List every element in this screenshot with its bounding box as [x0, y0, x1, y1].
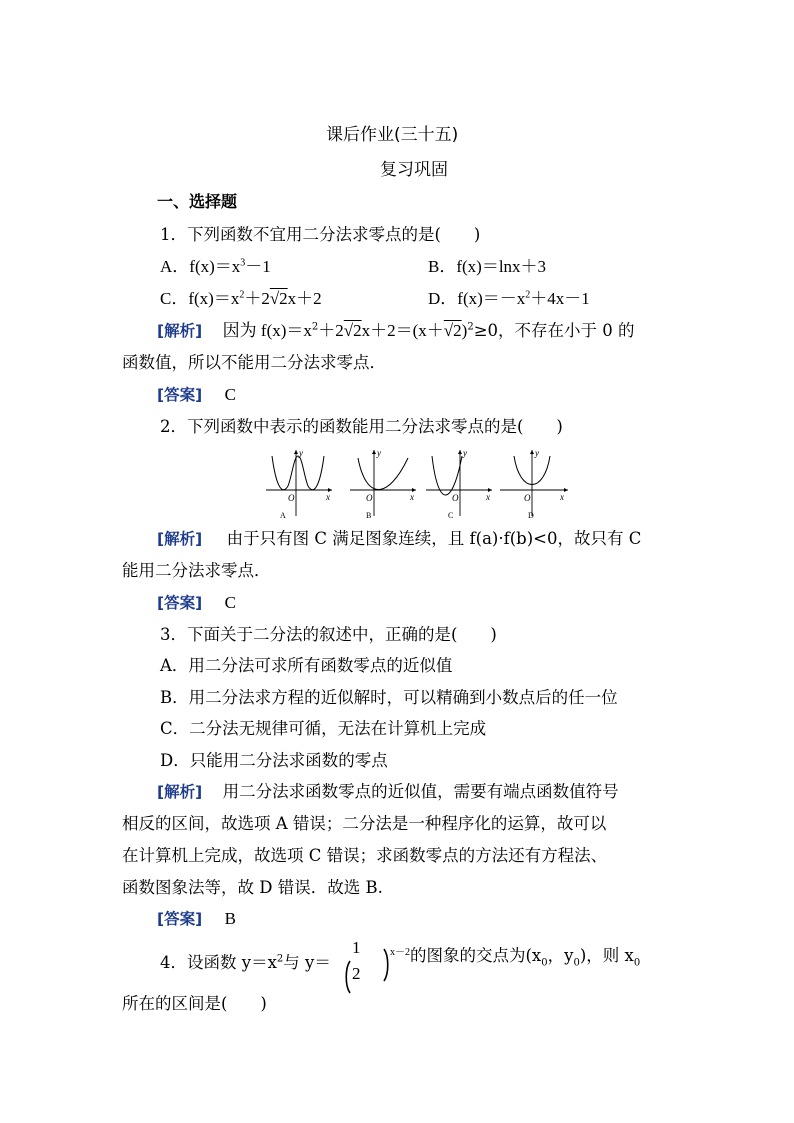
q2-analysis-line2: 能用二分法求零点． — [122, 561, 271, 580]
q4-stem: 4．设函数 $y=x^2$与 y＝ — [160, 953, 331, 972]
q1-option-a: A．$f(x)=x^3-1$ — [160, 257, 271, 276]
origin-label: O — [288, 493, 295, 503]
y-axis-label: y — [463, 448, 467, 458]
q2-analysis: [解析] 由于只有图 C 满足图象连续，且 f(a)·f(b)<0，故只有 C — [157, 529, 642, 548]
graph-b — [350, 448, 416, 520]
graph-d — [500, 448, 568, 520]
analysis-tag: [解析] — [157, 530, 203, 548]
q3-analysis-line4: 函数图象法等，故 D 错误．故选 B. — [122, 878, 383, 897]
q3-option-c: C．二分法无规律可循，无法在计算机上完成 — [160, 719, 487, 738]
graph-label-d: D — [528, 511, 534, 520]
q4-stem-cont: $^{x-2}$的图象的交点为($x_0$，$y_0$)，则 $x_0$ — [390, 946, 641, 969]
q3-analysis-line3: 在计算机上完成，故选项 C 错误；求函数零点的方法还有方程法、 — [122, 846, 608, 865]
answer-tag: [答案] — [157, 594, 203, 612]
section-heading: 一、选择题 — [157, 192, 238, 211]
graph-c — [426, 448, 492, 520]
q1-option-c: C．$f(x)=x^2+2√2x+2$ — [160, 289, 322, 308]
q1-analysis-line2: 函数值，所以不能用二分法求零点． — [122, 353, 386, 372]
q3-analysis: [解析] 用二分法求函数零点的近似值，需要有端点函数值符号 — [157, 782, 619, 801]
q1-stem: 1．下列函数不宜用二分法求零点的是( ) — [160, 225, 481, 244]
q3-answer: [答案] B — [157, 909, 237, 928]
q3-option-d: D．只能用二分法求函数的零点 — [160, 751, 388, 770]
x-axis-label: x — [486, 492, 490, 502]
x-axis-label: x — [326, 492, 330, 502]
origin-label: O — [366, 493, 373, 503]
q4-fraction — [344, 938, 390, 998]
analysis-tag: [解析] — [157, 322, 203, 340]
analysis-tag: [解析] — [157, 783, 203, 801]
answer-tag: [答案] — [157, 910, 203, 928]
graph-label-b: B — [366, 511, 372, 520]
page-title: 课后作业(三十五) — [326, 125, 459, 145]
graph-label-c: C — [448, 511, 454, 520]
paren-right — [382, 948, 390, 982]
sqrt-symbol: √2 — [269, 289, 288, 308]
q2-stem: 2．下列函数中表示的函数能用二分法求零点的是( ) — [160, 417, 563, 436]
graph-label-a: A — [280, 511, 286, 520]
q1-option-b: B．f(x)＝lnx＋3 — [428, 257, 547, 276]
q1-answer: [答案] C — [157, 385, 237, 404]
q3-option-a: A．用二分法可求所有函数零点的近似值 — [160, 656, 453, 675]
q2-function-graphs — [262, 446, 572, 522]
q4-line2: 所在的区间是( ) — [122, 994, 267, 1013]
x-axis-label: x — [410, 492, 414, 502]
q1-option-d: D．$f(x)=-x^2+4x-1$ — [428, 289, 590, 308]
q3-option-b: B．用二分法求方程的近似解时，可以精确到小数点后的任一位 — [160, 688, 618, 707]
answer-tag: [答案] — [157, 386, 203, 404]
y-axis-label: y — [535, 448, 539, 458]
y-axis-label: y — [377, 448, 381, 458]
y-axis-label: y — [299, 448, 303, 458]
q3-stem: 3．下面关于二分法的叙述中，正确的是( ) — [160, 625, 497, 644]
page-subtitle: 复习巩固 — [380, 160, 448, 180]
x-axis-label: x — [560, 492, 564, 502]
exponent: x－2 — [390, 947, 410, 958]
q1-analysis: [解析] 因为 $f(x)=x^2+2√2x+2=(x+√2)^2\ge 0$，不存在小于 0 的 — [157, 321, 635, 340]
q2-answer: [答案] C — [157, 593, 237, 612]
graph-a — [266, 448, 332, 520]
origin-label: O — [524, 493, 531, 503]
origin-label: O — [452, 493, 459, 503]
q3-analysis-line2: 相反的区间，故选项 A 错误；二分法是一种程序化的运算，故可以 — [122, 814, 607, 833]
fraction-denominator: 2 — [352, 964, 361, 983]
fraction-numerator: 1 — [352, 938, 361, 957]
paren-left — [344, 960, 352, 994]
